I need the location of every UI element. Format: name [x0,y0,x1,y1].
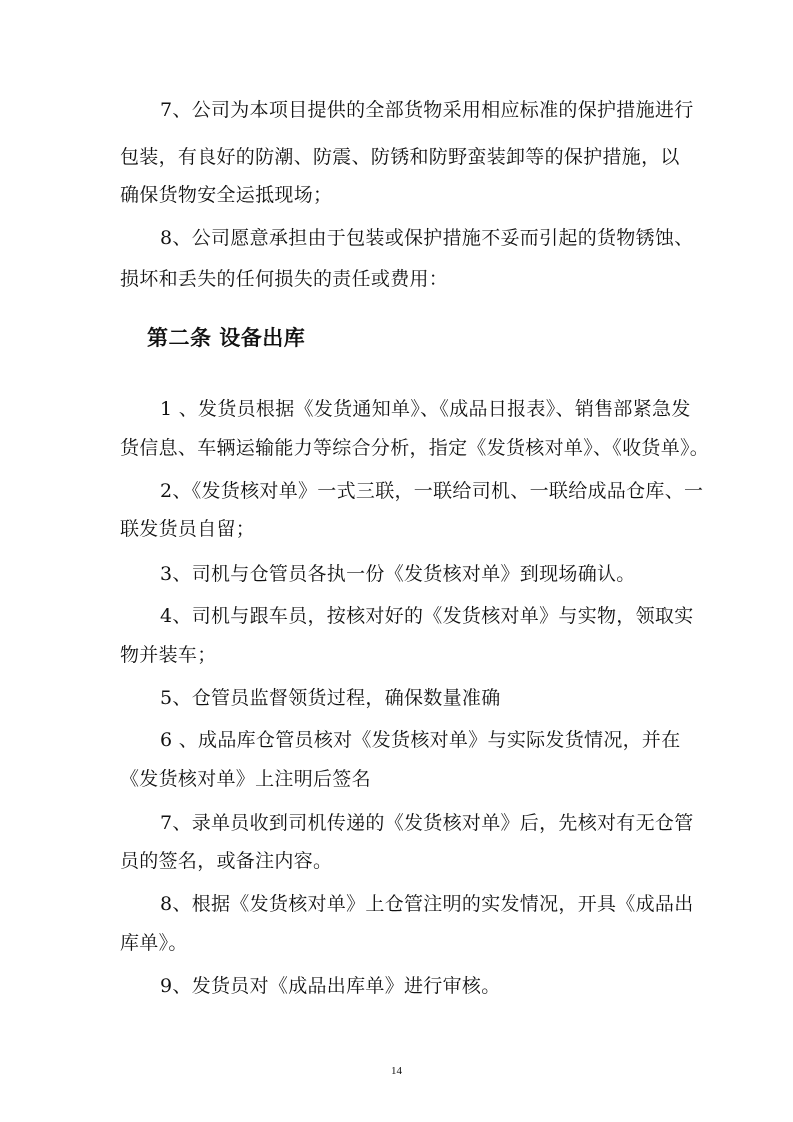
paragraph-line: 确保货物安全运抵现场； [120,184,333,206]
paragraph-line: 7、公司为本项目提供的全部货物采用相应标准的保护措施进行 [160,99,694,121]
paragraph-line: 货信息、车辆运输能力等综合分析，指定《发货核对单》、《收货单》。 [120,437,710,459]
paragraph-line: 8、根据《发货核对单》上仓管注明的实发情况，开具《成品出 [160,893,694,915]
paragraph-line: 包装，有良好的防潮、防震、防锈和防野蛮装卸等的保护措施，以 [120,146,680,168]
paragraph-line: 《发货核对单》上注明后签名 [120,768,371,790]
paragraph-line: 联发货员自留； [120,518,256,540]
page-number: 14 [391,1065,402,1077]
paragraph-line: 1 、发货员根据《发货通知单》、《成品日报表》、销售部紧急发 [160,398,691,420]
paragraph-line: 6 、成品库仓管员核对《发货核对单》与实际发货情况，并在 [160,729,681,751]
paragraph-line: 8、公司愿意承担由于包装或保护措施不妥而引起的货物锈蚀、 [160,227,694,249]
paragraph-line: 2、《发货核对单》一式三联，一联给司机、一联给成品仓库、一 [160,480,704,502]
paragraph-line: 损坏和丢失的任何损失的责任或费用： [120,268,449,290]
paragraph-line: 7、录单员收到司机传递的《发货核对单》后，先核对有无仓管 [160,812,694,834]
paragraph-line: 3、司机与仓管员各执一份《发货核对单》到现场确认。 [160,563,636,585]
paragraph-line: 库单》。 [120,932,188,954]
paragraph-line: 4、司机与跟车员，按核对好的《发货核对单》与实物，领取实 [160,605,694,627]
paragraph-line: 员的签名，或备注内容。 [120,850,333,872]
section-heading: 第二条 设备出库 [147,325,306,350]
paragraph-line: 物并装车； [120,644,217,666]
paragraph-line: 5、仓管员监督领货过程，确保数量准确 [160,687,501,709]
paragraph-line: 9、发货员对《成品出库单》进行审核。 [160,975,501,997]
